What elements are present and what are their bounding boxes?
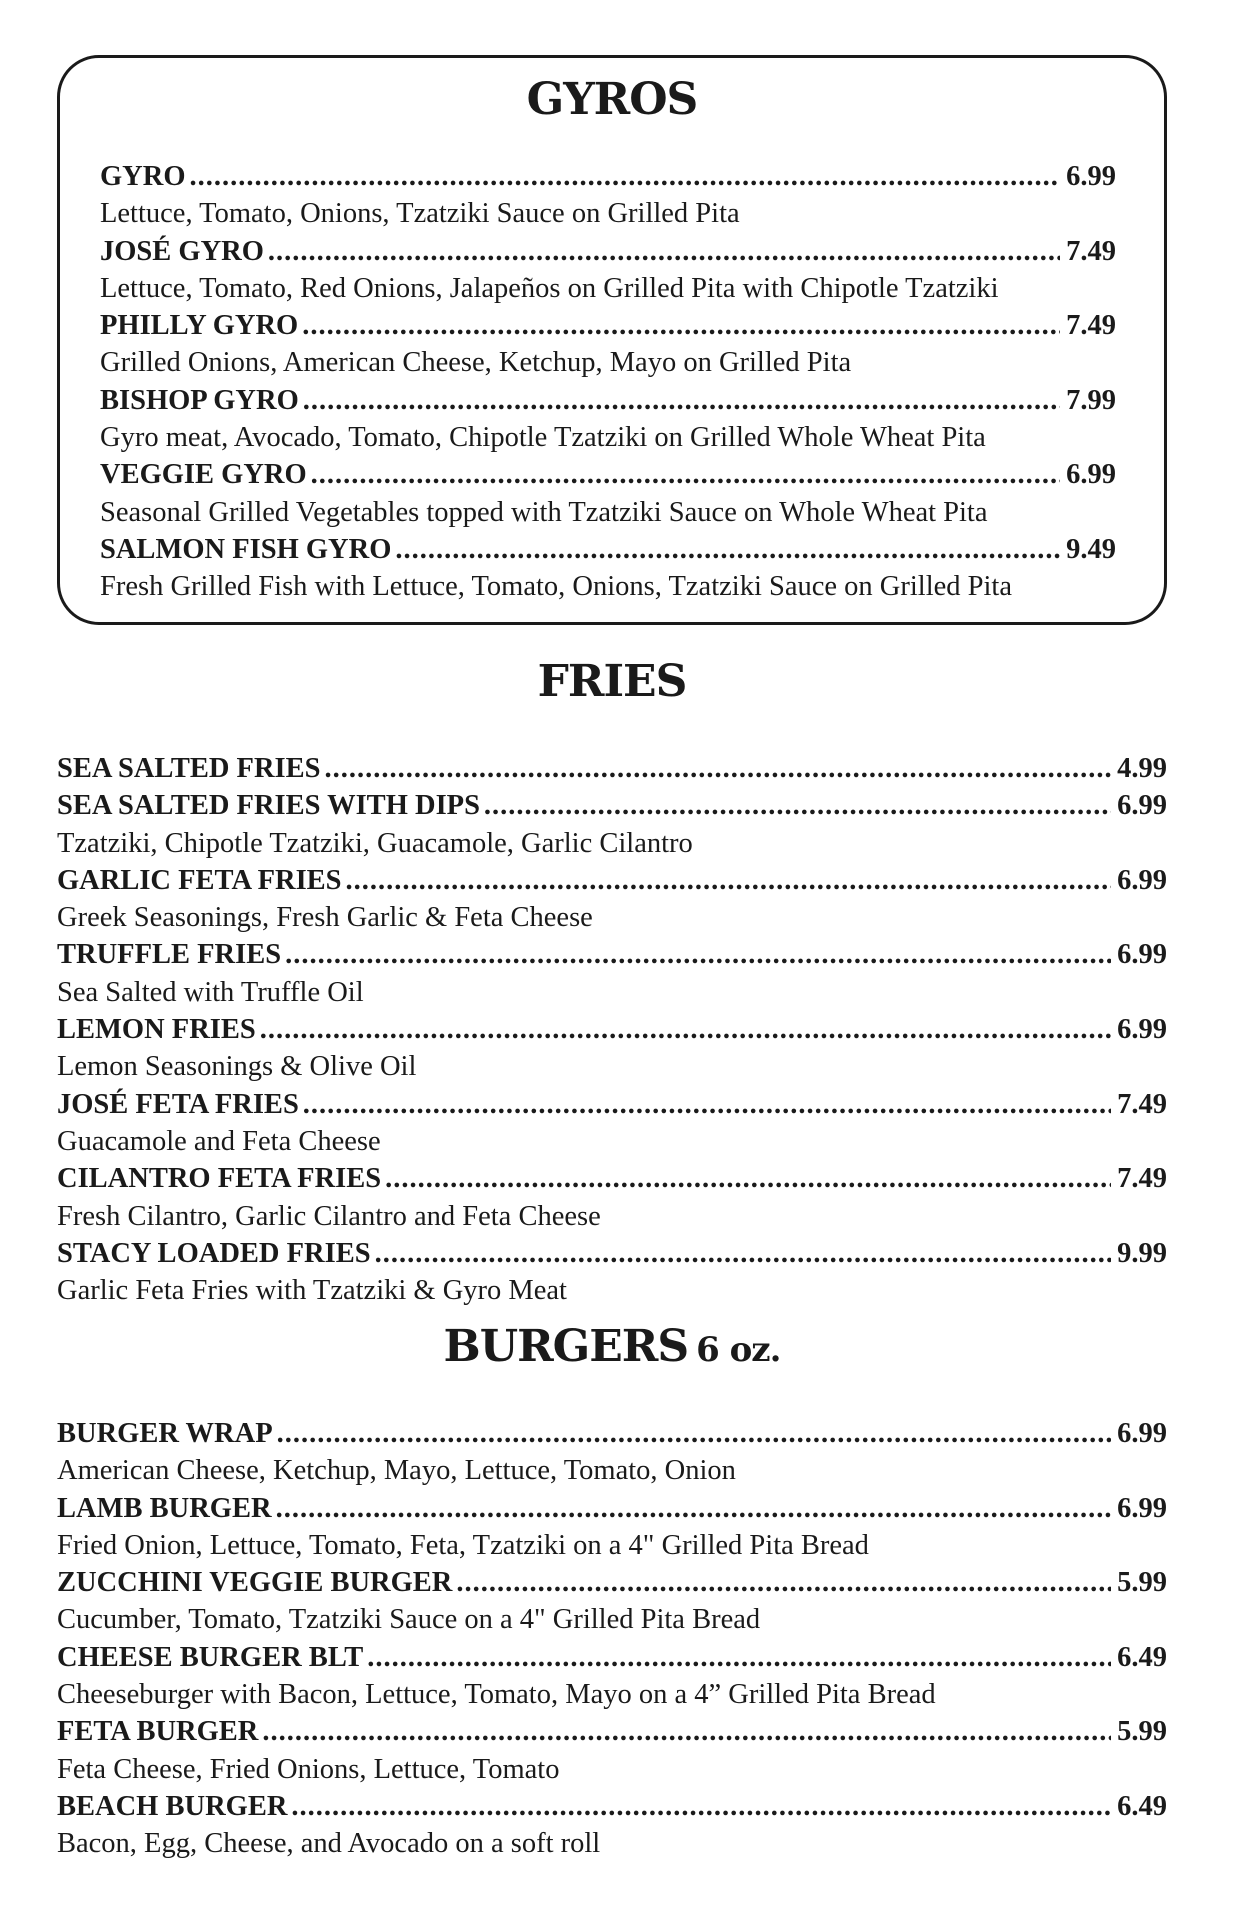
item-description: Greek Seasonings, Fresh Garlic & Feta Cheese	[57, 902, 593, 934]
item-description: Bacon, Egg, Cheese, and Avocado on a soft roll	[57, 1828, 601, 1860]
gyros-section	[57, 55, 1167, 625]
menu-item-row	[57, 1235, 1167, 1272]
menu-item-row	[57, 1415, 1167, 1452]
item-price: 6.49	[1117, 1641, 1167, 1673]
item-name: BEACH BURGER	[57, 1790, 288, 1822]
item-price: 6.99	[1117, 939, 1167, 971]
item-name: VEGGIE GYRO	[100, 459, 307, 491]
burgers-title-text: BURGERS	[443, 1321, 689, 1372]
menu-item-row	[57, 936, 1167, 973]
item-description: Lettuce, Tomato, Red Onions, Jalapeños on Grilled Pita with Chipotle Tzatziki	[100, 272, 999, 304]
item-price: 6.99	[1066, 459, 1116, 491]
dot-leader	[303, 1086, 1111, 1123]
menu-item	[100, 158, 1116, 233]
item-name: LAMB BURGER	[57, 1492, 272, 1524]
dot-leader	[260, 1011, 1111, 1048]
dot-leader	[302, 307, 1060, 344]
item-name: JOSÉ GYRO	[100, 235, 264, 267]
item-description: Lettuce, Tomato, Onions, Tzatziki Sauce on Grilled Pita	[100, 198, 740, 230]
dot-leader	[385, 1160, 1111, 1197]
item-price: 7.49	[1117, 1163, 1167, 1195]
menu-item	[57, 787, 1167, 862]
item-description: Tzatziki, Chipotle Tzatziki, Guacamole, Garlic Cilantro	[57, 827, 693, 859]
item-description: American Cheese, Ketchup, Mayo, Lettuce, Tomato, Onion	[57, 1455, 736, 1487]
item-description: Garlic Feta Fries with Tzatziki & Gyro Meat	[57, 1275, 567, 1307]
menu-item	[57, 1086, 1167, 1161]
menu-item	[100, 531, 1116, 606]
dot-leader	[303, 382, 1060, 419]
menu-item-row	[100, 531, 1116, 568]
menu-item-row	[100, 158, 1116, 195]
dot-leader	[484, 787, 1111, 824]
dot-leader	[268, 233, 1060, 270]
item-price: 6.99	[1117, 864, 1167, 896]
menu-item	[57, 1011, 1167, 1086]
item-price: 9.99	[1117, 1237, 1167, 1269]
menu-item	[100, 233, 1116, 308]
menu-item	[57, 1160, 1167, 1235]
menu-item-row	[57, 1160, 1167, 1197]
menu-item	[57, 1490, 1167, 1565]
item-name: LEMON FRIES	[57, 1014, 256, 1046]
dot-leader	[456, 1564, 1111, 1601]
menu-item	[57, 936, 1167, 1011]
menu-item-row	[57, 1788, 1167, 1825]
dot-leader	[277, 1415, 1112, 1452]
item-price: 4.99	[1117, 753, 1167, 784]
fries-list	[57, 750, 1167, 1309]
menu-item-row	[100, 456, 1116, 493]
menu-item	[57, 1788, 1167, 1863]
item-name: TRUFFLE FRIES	[57, 939, 282, 971]
burgers-title	[57, 1321, 1167, 1372]
fries-section	[57, 656, 1167, 1309]
item-name: GYRO	[100, 161, 186, 192]
menu-item-row	[100, 307, 1116, 344]
menu-item-row	[57, 1713, 1167, 1750]
gyros-title: GYROS	[526, 74, 698, 125]
dot-leader	[190, 158, 1061, 195]
item-description: Sea Salted with Truffle Oil	[57, 976, 364, 1008]
item-name: SALMON FISH GYRO	[100, 533, 392, 565]
menu-item-row	[57, 750, 1167, 787]
item-name: CHEESE BURGER BLT	[57, 1641, 364, 1673]
dot-leader	[285, 936, 1111, 973]
item-name: GARLIC FETA FRIES	[57, 864, 342, 896]
item-description: Lemon Seasonings & Olive Oil	[57, 1051, 417, 1083]
item-description: Fried Onion, Lettuce, Tomato, Feta, Tzatziki on a 4" Grilled Pita Bread	[57, 1529, 869, 1561]
menu-item-row	[57, 1564, 1167, 1601]
dot-leader	[367, 1639, 1111, 1676]
item-price: 7.49	[1066, 310, 1116, 342]
menu-item	[57, 750, 1167, 787]
item-description: Gyro meat, Avocado, Tomato, Chipotle Tzatziki on Grilled Whole Wheat Pita	[100, 422, 986, 454]
item-price: 6.99	[1117, 1492, 1167, 1524]
menu-item-row	[57, 1086, 1167, 1123]
item-description: Fresh Grilled Fish with Lettuce, Tomato, Onions, Tzatziki Sauce on Grilled Pita	[100, 571, 1012, 603]
item-description: Cucumber, Tomato, Tzatziki Sauce on a 4" Grilled Pita Bread	[57, 1604, 761, 1636]
item-name: FETA BURGER	[57, 1716, 259, 1748]
menu-item-row	[100, 233, 1116, 270]
item-price: 7.99	[1066, 384, 1116, 416]
menu-item	[57, 1639, 1167, 1714]
gyros-list	[100, 158, 1116, 606]
burgers-subtitle: 6 oz.	[696, 1330, 781, 1370]
dot-leader	[395, 531, 1060, 568]
menu-item	[100, 382, 1116, 457]
item-price: 5.99	[1117, 1567, 1167, 1599]
menu-item-row	[57, 1011, 1167, 1048]
item-name: PHILLY GYRO	[100, 310, 299, 342]
menu-item-row	[100, 382, 1116, 419]
item-price: 6.99	[1066, 161, 1116, 192]
item-name: BURGER WRAP	[57, 1418, 273, 1449]
menu-item-row	[57, 1639, 1167, 1676]
menu-item-row	[57, 862, 1167, 899]
dot-leader	[311, 456, 1060, 493]
menu-item	[57, 1713, 1167, 1788]
fries-title: FRIES	[537, 656, 687, 707]
menu-item	[100, 307, 1116, 382]
item-name: STACY LOADED FRIES	[57, 1237, 371, 1269]
item-description: Seasonal Grilled Vegetables topped with Tzatziki Sauce on Whole Wheat Pita	[100, 496, 988, 528]
burgers-section	[57, 1321, 1167, 1863]
menu-item	[100, 456, 1116, 531]
menu-item	[57, 1564, 1167, 1639]
burgers-list	[57, 1415, 1167, 1863]
item-price: 6.49	[1117, 1790, 1167, 1822]
menu-item	[57, 1415, 1167, 1490]
item-description: Fresh Cilantro, Garlic Cilantro and Feta Cheese	[57, 1200, 601, 1232]
dot-leader	[291, 1788, 1111, 1825]
dot-leader	[346, 862, 1112, 899]
menu-item-row	[57, 787, 1167, 824]
item-name: JOSÉ FETA FRIES	[57, 1088, 299, 1120]
dot-leader	[262, 1713, 1111, 1750]
item-name: SEA SALTED FRIES WITH DIPS	[57, 790, 480, 822]
item-description: Cheeseburger with Bacon, Lettuce, Tomato, Mayo on a 4” Grilled Pita Bread	[57, 1679, 936, 1711]
item-price: 6.99	[1117, 1418, 1167, 1449]
item-name: CILANTRO FETA FRIES	[57, 1163, 382, 1195]
menu-item	[57, 862, 1167, 937]
item-description: Grilled Onions, American Cheese, Ketchup, Mayo on Grilled Pita	[100, 347, 852, 379]
dot-leader	[276, 1490, 1112, 1527]
item-price: 9.49	[1066, 533, 1116, 565]
item-price: 7.49	[1066, 235, 1116, 267]
item-price: 5.99	[1117, 1716, 1167, 1748]
item-description: Feta Cheese, Fried Onions, Lettuce, Tomato	[57, 1753, 560, 1785]
dot-leader	[325, 750, 1112, 787]
item-price: 6.99	[1117, 1014, 1167, 1046]
dot-leader	[375, 1235, 1112, 1272]
menu-item	[57, 1235, 1167, 1310]
item-description: Guacamole and Feta Cheese	[57, 1125, 381, 1157]
item-name: ZUCCHINI VEGGIE BURGER	[57, 1567, 453, 1599]
item-name: BISHOP GYRO	[100, 384, 299, 416]
item-price: 7.49	[1117, 1088, 1167, 1120]
menu-item-row	[57, 1490, 1167, 1527]
item-price: 6.99	[1117, 790, 1167, 822]
item-name: SEA SALTED FRIES	[57, 753, 321, 784]
